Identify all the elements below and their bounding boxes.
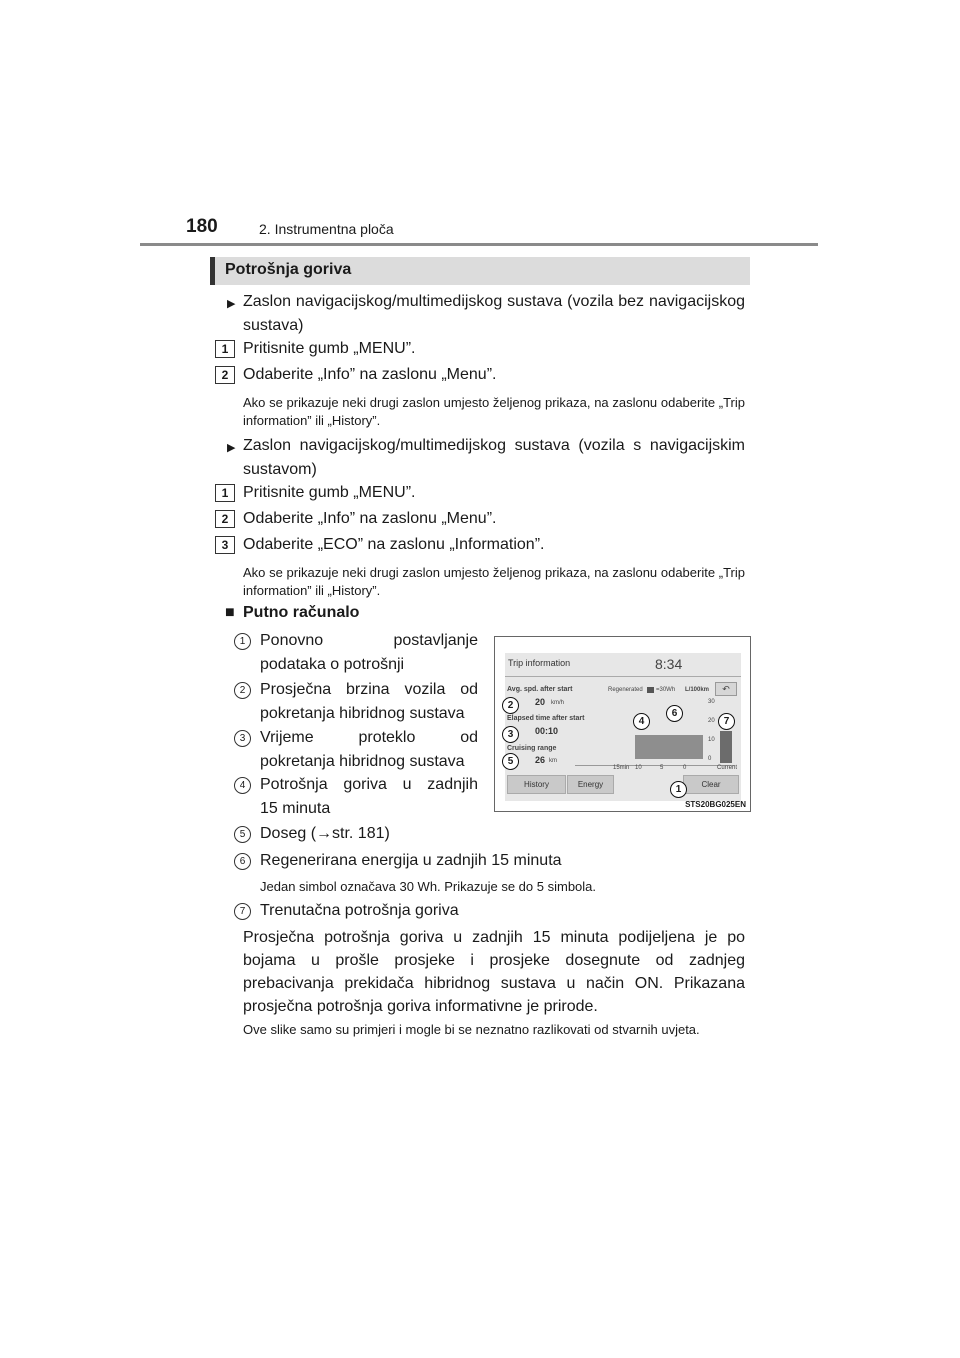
note-text: Jedan simbol označava 30 Wh. Prikazuje se do 5 simbola.	[260, 879, 597, 894]
cruising-range-label: Cruising range	[507, 745, 557, 752]
list-item: Doseg (→str. 181)	[260, 825, 390, 842]
item-number: 6	[234, 853, 251, 870]
callout-marker: 4	[633, 713, 650, 730]
list-item: pokretanja hibridnog sustava	[260, 705, 465, 722]
x-tick: 0	[683, 765, 687, 771]
item-number: 7	[234, 903, 251, 920]
elapsed-time-label: Elapsed time after start	[507, 715, 585, 722]
y-tick: 30	[708, 699, 715, 705]
item-number: 4	[234, 777, 251, 794]
note-text: Ako se prikazuje neki drugi zaslon umjesto željenog prikaza, na zaslonu odaberite „Trip information” ili „History”.	[243, 395, 745, 428]
callout-marker: 3	[502, 726, 519, 743]
trip-information-figure	[494, 636, 751, 812]
block-a-heading: Zaslon navigacijskog/multimedijskog sustava (vozila bez navigacijskog sustava)	[243, 293, 745, 334]
block-b-heading: Zaslon navigacijskog/multimedijskog sustava (vozila s navigacijskim sustavom)	[243, 437, 745, 478]
step-number: 3	[215, 536, 235, 554]
item-number: 1	[234, 633, 251, 650]
clock: 8:34	[655, 656, 683, 672]
step-text: Odaberite „Info” na zaslonu „Menu”.	[243, 366, 497, 383]
x-tick: 15min	[613, 765, 630, 771]
section-bar	[210, 257, 215, 285]
list-item: Ponovno postavljanje	[260, 632, 478, 649]
y-tick: 10	[708, 737, 715, 743]
list-item: Regenerirana energija u zadnjih 15 minuta	[260, 852, 562, 869]
fuel-history-bars	[635, 735, 703, 759]
item-number: 5	[234, 826, 251, 843]
x-tick: 10	[635, 765, 642, 771]
list-item: Prosječna brzina vozila od	[260, 681, 478, 698]
regen-symbol-icon	[647, 687, 654, 693]
avg-speed-value: 20	[535, 697, 546, 707]
x-axis	[575, 765, 735, 766]
list-item: Potrošnja goriva u zadnjih	[260, 776, 478, 793]
callout-marker: 7	[718, 713, 735, 730]
list-item: podataka o potrošnji	[260, 656, 405, 673]
x-tick: Current	[717, 765, 738, 771]
callout-marker: 5	[502, 753, 519, 770]
trip-screen	[505, 653, 741, 801]
regenerated-label: Regenerated	[608, 687, 643, 693]
list-item: 15 minuta	[260, 800, 331, 817]
step-number: 2	[215, 510, 235, 528]
triangle-bullet-icon: ▶	[227, 298, 236, 310]
avg-speed-unit: km/h	[551, 700, 565, 706]
callout-marker: 2	[502, 697, 519, 714]
note-text: Ako se prikazuje neki drugi zaslon umjesto željenog prikaza, na zaslonu odaberite „Trip information” ili „History”.	[243, 565, 745, 598]
body-paragraph: Prosječna potrošnja goriva u zadnjih 15 minuta podijeljena je po bojama u prošle prosjeke i prosjeke dosegnute od zadnjeg prebacivanja prekidača hibridnog sustava u način ON. Prikazana prosječna potrošnja goriva informativne je prirode.	[243, 929, 745, 1015]
triangle-bullet-icon: ▶	[227, 442, 236, 454]
regen-value: =30Wh	[656, 687, 676, 693]
disclaimer-text: Ove slike samo su primjeri i mogle bi se neznatno razlikovati od stvarnih uvjeta.	[243, 1022, 700, 1037]
step-text: Odaberite „ECO” na zaslonu „Information”.	[243, 536, 545, 553]
header-rule	[140, 243, 818, 246]
subsection-title: Putno računalo	[243, 604, 360, 621]
callout-marker: 6	[666, 705, 683, 722]
figure-code: STS20BG025EN	[685, 800, 746, 809]
step-text: Pritisnite gumb „MENU”.	[243, 340, 416, 357]
section-header	[210, 257, 750, 285]
clear-button[interactable]: Clear	[683, 775, 739, 794]
list-item: pokretanja hibridnog sustava	[260, 753, 465, 770]
back-arrow-icon[interactable]: ↶	[715, 682, 737, 696]
screen-title: Trip information	[508, 658, 571, 668]
item-number: 2	[234, 682, 251, 699]
x-tick: 5	[660, 765, 664, 771]
current-fuel-bar	[720, 731, 732, 763]
cruising-range-value: 26	[535, 755, 546, 765]
step-text: Pritisnite gumb „MENU”.	[243, 484, 416, 501]
section-title: Potrošnja goriva	[225, 261, 352, 278]
cruising-range-unit: km	[549, 758, 557, 764]
elapsed-time-value: 00:10	[535, 726, 559, 736]
y-tick: 0	[708, 756, 712, 762]
avg-speed-label: Avg. spd. after start	[507, 686, 573, 693]
chapter-title: 2. Instrumentna ploča	[259, 221, 394, 237]
y-tick: 20	[708, 718, 715, 724]
list-item: Trenutačna potrošnja goriva	[260, 902, 459, 919]
step-number: 1	[215, 340, 235, 358]
step-text: Odaberite „Info” na zaslonu „Menu”.	[243, 510, 497, 527]
square-bullet-icon: ■	[225, 604, 235, 621]
callout-marker: 1	[670, 781, 687, 798]
energy-button[interactable]: Energy	[567, 775, 614, 794]
page-number: 180	[186, 216, 218, 237]
divider	[505, 676, 741, 677]
list-item: Vrijeme proteklo od	[260, 729, 478, 746]
step-number: 1	[215, 484, 235, 502]
item-number: 3	[234, 730, 251, 747]
fuel-unit: L/100km	[685, 687, 710, 693]
step-number: 2	[215, 366, 235, 384]
history-button[interactable]: History	[507, 775, 566, 794]
